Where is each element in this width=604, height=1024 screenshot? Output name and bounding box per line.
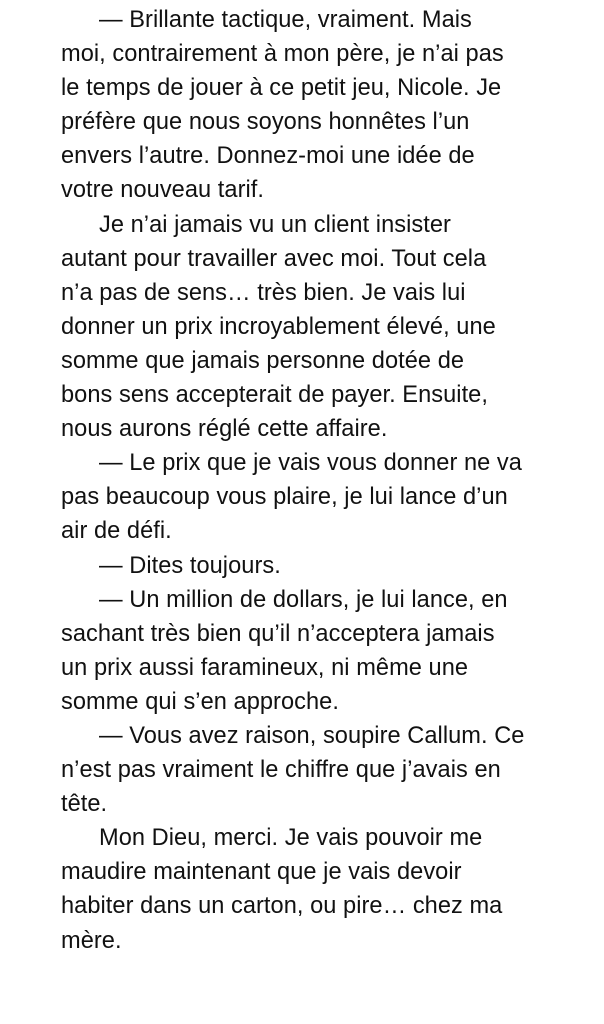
text-line: n’a pas de sens… très bien. Je vais lui	[61, 279, 466, 306]
text-line: — Brillante tactique, vraiment. Mais	[99, 7, 472, 33]
paragraph-3	[61, 446, 549, 548]
text-line: un prix aussi faramineux, ni même une	[61, 654, 469, 681]
text-line: moi, contrairement à mon père, je n’ai pas	[61, 41, 504, 68]
text-line: — Vous avez raison, soupire Callum. Ce	[99, 722, 525, 749]
text-line: — Un million de dollars, je lui lance, en	[99, 586, 508, 613]
text-line: sachant très bien qu’il n’acceptera jamais	[61, 620, 495, 647]
paragraph-4	[61, 549, 549, 583]
book-page	[61, 0, 549, 958]
text-line: donner un prix incroyablement élevé, une	[61, 313, 496, 340]
paragraph-7	[61, 821, 549, 957]
text-line: — Le prix que je vais vous donner ne va	[99, 450, 522, 477]
text-line: le temps de jouer à ce petit jeu, Nicole. Je	[61, 75, 502, 102]
text-line: maudire maintenant que je vais devoir	[61, 859, 462, 886]
text-line: somme qui s’en approche.	[61, 688, 339, 715]
text-line: nous aurons réglé cette affaire.	[61, 416, 388, 443]
text-line: n’est pas vraiment le chiffre que j’avais en	[61, 757, 501, 784]
text-line: habiter dans un carton, ou pire… chez ma	[61, 893, 503, 920]
paragraph-2	[61, 208, 549, 447]
text-line: autant pour travailler avec moi. Tout cela	[61, 245, 487, 272]
text-line: air de défi.	[61, 518, 172, 545]
text-line: mère.	[61, 927, 122, 954]
text-line: votre nouveau tarif.	[61, 177, 264, 204]
paragraph-1	[61, 3, 549, 208]
text-line: — Dites toujours.	[99, 552, 281, 579]
text-line: somme que jamais personne dotée de	[61, 347, 465, 374]
paragraph-5	[61, 583, 549, 719]
text-line: envers l’autre. Donnez-moi une idée de	[61, 143, 475, 170]
text-line: pas beaucoup vous plaire, je lui lance d’un	[61, 484, 508, 511]
text-line: tête.	[61, 791, 108, 818]
paragraph-6	[61, 719, 549, 821]
text-line: Mon Dieu, merci. Je vais pouvoir me	[99, 825, 483, 852]
text-line: bons sens accepterait de payer. Ensuite,	[61, 382, 488, 409]
text-line: préfère que nous soyons honnêtes l’un	[61, 109, 470, 136]
text-line: Je n’ai jamais vu un client insister	[99, 211, 451, 238]
